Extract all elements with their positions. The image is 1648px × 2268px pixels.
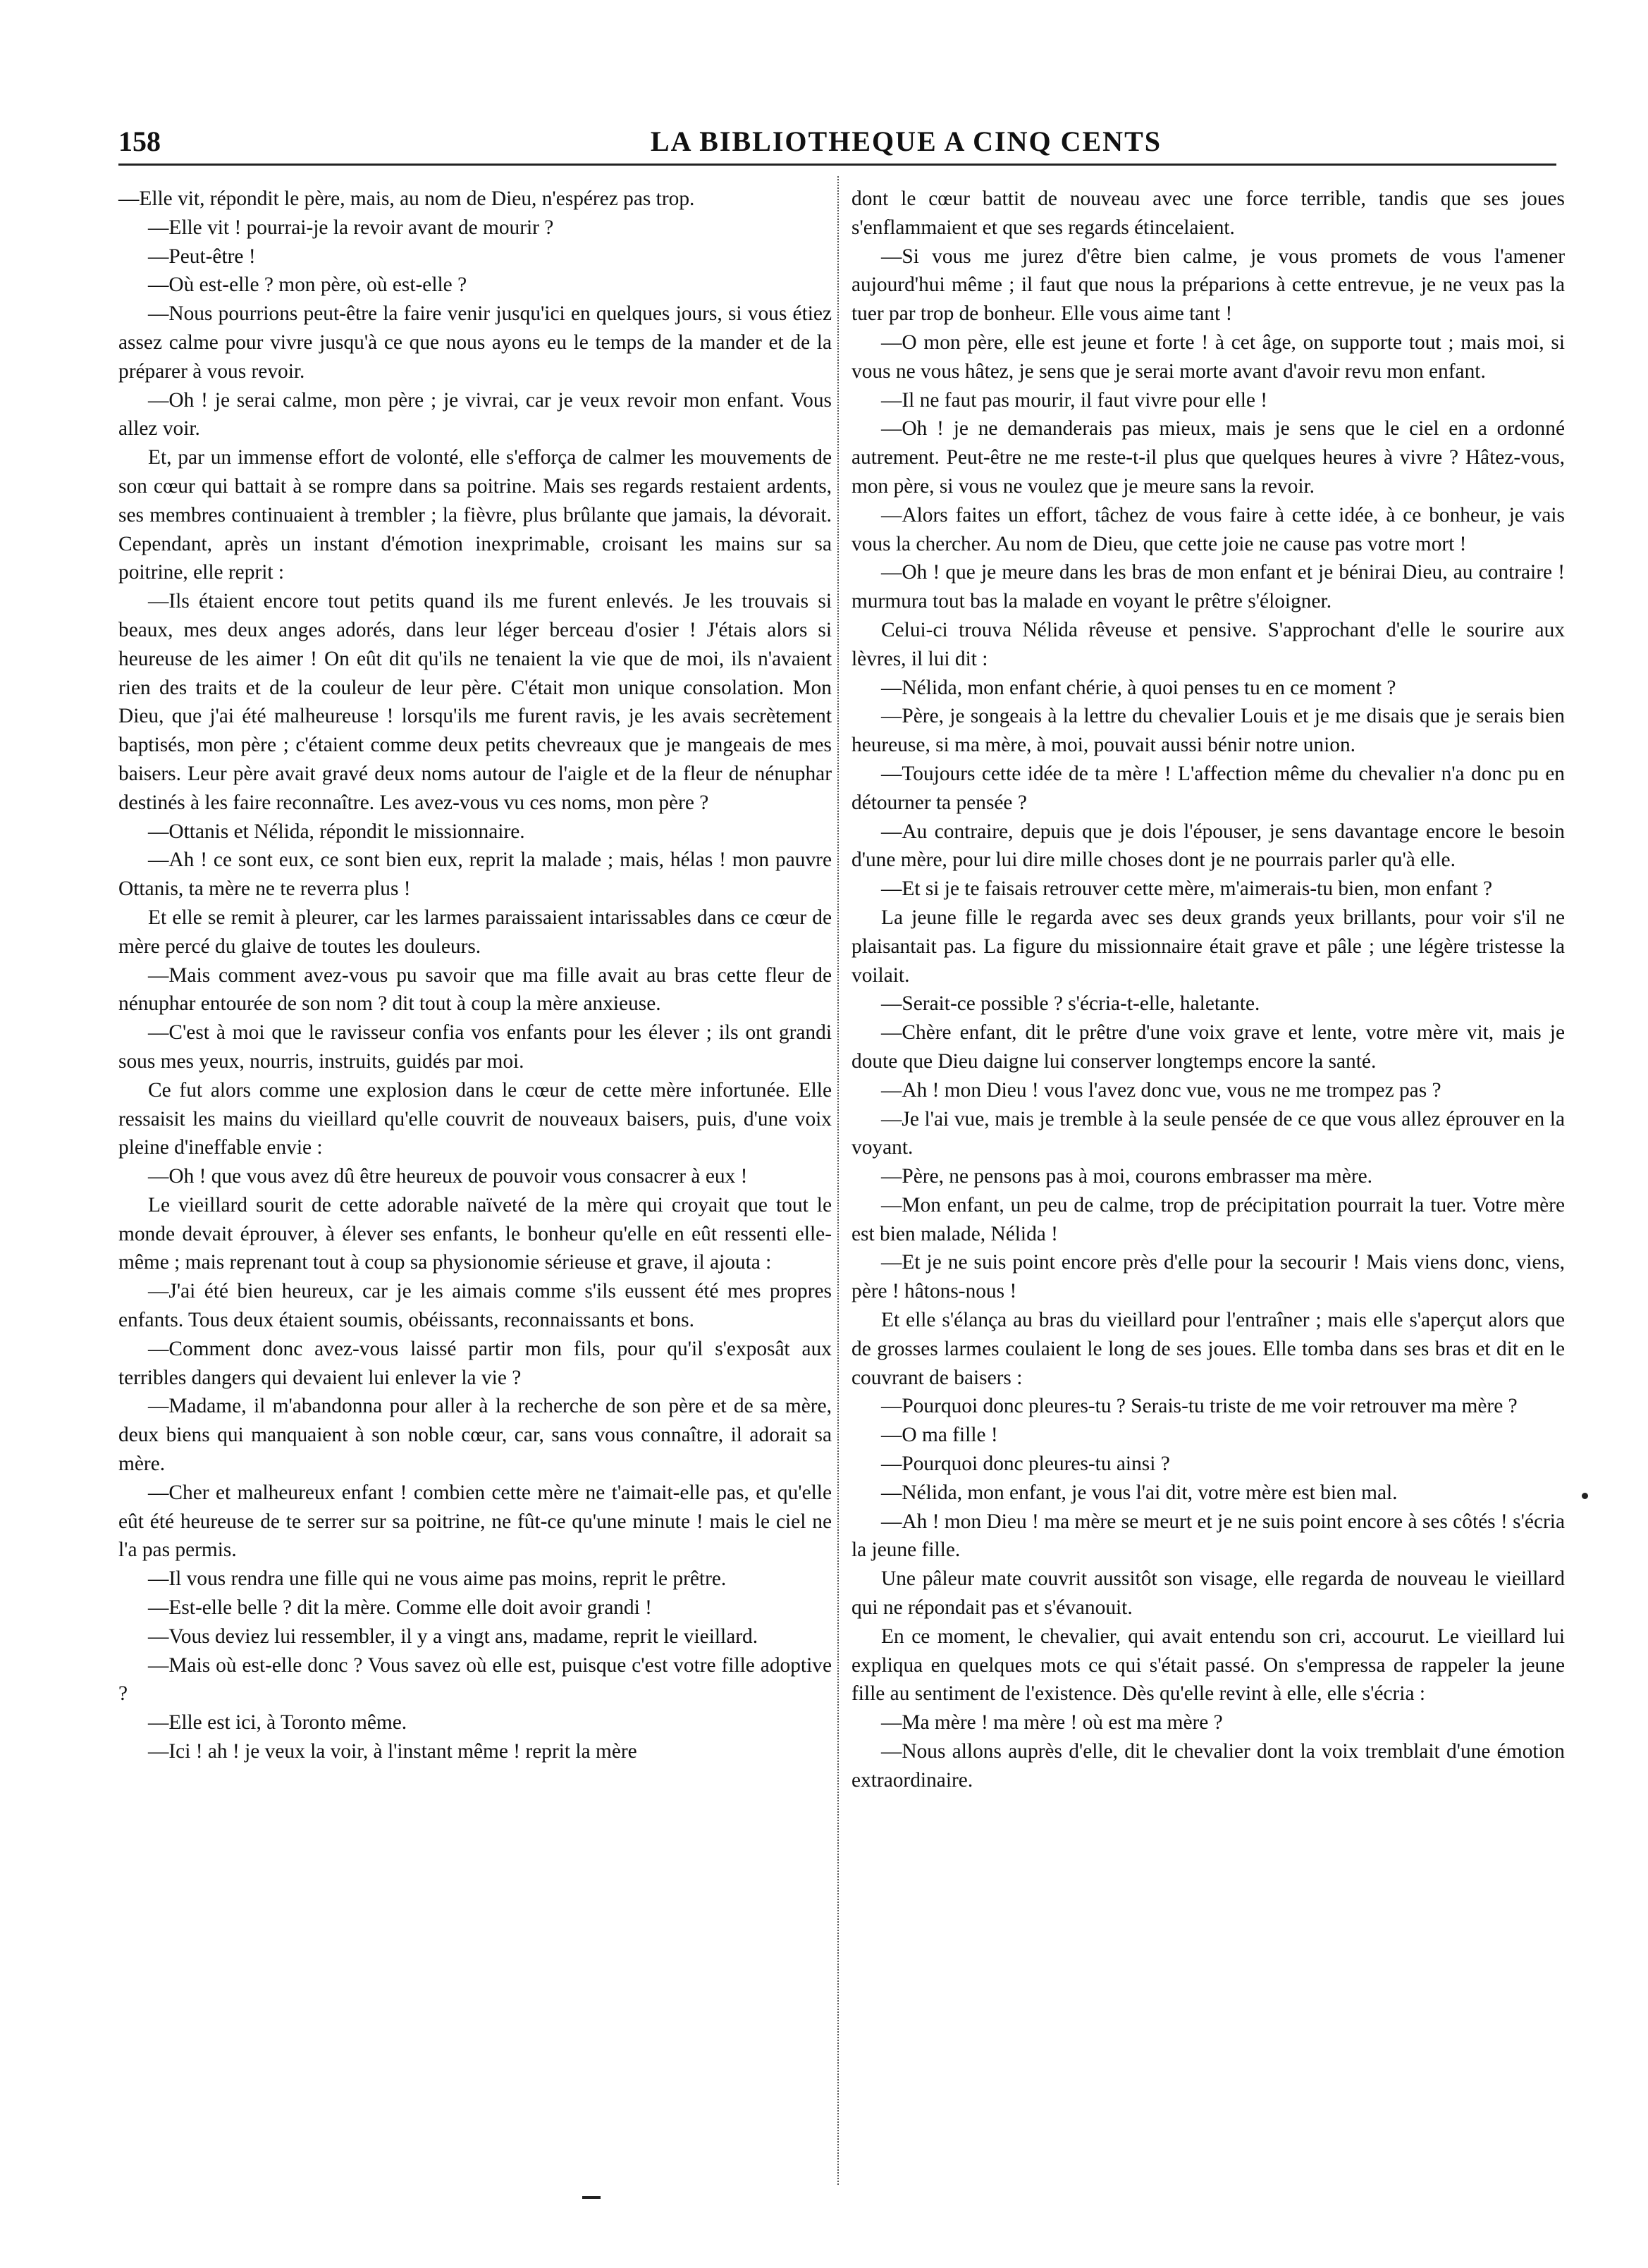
paragraph: —Comment donc avez-vous laissé partir mon fils, pour qu'il s'exposât aux terribles dangers qui devaient lui enlever la vie ? <box>118 1337 832 1389</box>
paragraph: —Ah ! ce sont eux, ce sont bien eux, reprit la malade ; mais, hélas ! mon pauvre Ottanis, ta mère ne te reverra plus ! <box>118 849 832 901</box>
paragraph: —Ah ! mon Dieu ! vous l'avez donc vue, vous ne me trompez pas ? <box>881 1078 1441 1102</box>
paragraph: —Ottanis et Nélida, répondit le missionnaire. <box>148 820 525 843</box>
paragraph: —Et je ne suis point encore près d'elle pour la secourir ! Mais viens donc, viens, père ! hâtons-nous ! <box>851 1251 1565 1303</box>
paragraph: —Pourquoi donc pleures-tu ? Serais-tu triste de me voir retrouver ma mère ? <box>881 1395 1518 1418</box>
paragraph: Le vieillard sourit de cette adorable naïveté de la mère qui croyait que tout le monde devait éprouver, à élever ses enfants, le bonheur qu'elle en eût ressenti elle-même ; mais reprenant tout à coup sa physionomie sérieuse et grave, il ajouta : <box>118 1193 832 1274</box>
paragraph: En ce moment, le chevalier, qui avait entendu son cri, accourut. Le vieillard lui expliqua en quelques mots ce qui s'était passé. On s'empressa de rappeler la jeune fille au sentiment de l'existence. Dès qu'elle revint à elle, elle s'écria : <box>851 1625 1565 1706</box>
paragraph: —Mais comment avez-vous pu savoir que ma fille avait au bras cette fleur de nénuphar entourée de son nom ? dit tout à coup la mère anxieuse. <box>118 963 832 1016</box>
bottom-dash <box>582 2196 601 2199</box>
paragraph: —O mon père, elle est jeune et forte ! à cet âge, on supporte tout ; mais moi, si vous ne vous hâtez, je sens que je serai morte avant d'avoir revu mon enfant. <box>851 331 1565 383</box>
paragraph: Et, par un immense effort de volonté, elle s'efforça de calmer les mouvements de son cœur qui battait à se rompre dans sa poitrine. Mais ses regards restaient ardents, ses membres continuaient à trembler ; la fièvre, plus brûlante que jamais, la dévorait. Cependant, après un instant d'émotion inexprimable, croisant les mains sur sa poitrine, elle reprit : <box>118 446 832 584</box>
paragraph: —O ma fille ! <box>881 1424 998 1447</box>
paragraph: —Et si je te faisais retrouver cette mère, m'aimerais-tu bien, mon enfant ? <box>881 877 1493 901</box>
column-divider <box>837 176 839 2185</box>
paragraph: —Il vous rendra une fille qui ne vous aime pas moins, reprit le prêtre. <box>148 1567 727 1591</box>
paragraph: Et elle se remit à pleurer, car les larmes paraissaient intarissables dans ce cœur de mère percé du glaive de toutes les douleurs. <box>118 906 832 958</box>
paragraph: —Oh ! que je meure dans les bras de mon enfant et je bénirai Dieu, au contraire ! murmura tout bas la malade en voyant le prêtre s'éloigner. <box>851 561 1565 613</box>
paragraph: —Toujours cette idée de ta mère ! L'affection même du chevalier n'a donc pu en détourner ta pensée ? <box>851 762 1565 814</box>
page-number: 158 <box>118 125 161 157</box>
paragraph: —Père, ne pensons pas à moi, courons embrasser ma mère. <box>881 1165 1373 1188</box>
page-header <box>118 125 1556 158</box>
paragraph: —Nélida, mon enfant, je vous l'ai dit, votre mère est bien mal. <box>881 1481 1398 1504</box>
paragraph: —Je l'ai vue, mais je tremble à la seule pensée de ce que vous allez éprouver en la voyant. <box>851 1107 1565 1159</box>
paragraph: —Ici ! ah ! je veux la voir, à l'instant même ! reprit la mère <box>148 1740 637 1763</box>
paragraph: dont le cœur battit de nouveau avec une force terrible, tandis que ses joues s'enflammaient et que ses regards étincelaient. <box>851 187 1565 239</box>
paragraph: —Si vous me jurez d'être bien calme, je vous promets de vous l'amener aujourd'hui même ; il faut que nous la préparions à cette entrevue, je ne veux pas la tuer par trop de bonheur. Elle vous aime tant ! <box>851 245 1565 326</box>
paragraph: —Alors faites un effort, tâchez de vous faire à cette idée, à ce bonheur, je vais vous la chercher. Au nom de Dieu, que cette joie ne cause pas votre mort ! <box>851 503 1565 555</box>
paragraph: —Nous allons auprès d'elle, dit le chevalier dont la voix tremblait d'une émotion extraordinaire. <box>851 1740 1565 1792</box>
paragraph: —Est-elle belle ? dit la mère. Comme elle doit avoir grandi ! <box>148 1596 652 1620</box>
paragraph: Et elle s'élança au bras du vieillard pour l'entraîner ; mais elle s'aperçut alors que de grosses larmes coulaient le long de ses joues. Elle tomba dans ses bras et dit en le couvrant de baisers : <box>851 1309 1565 1389</box>
paragraph: —Oh ! je ne demanderais pas mieux, mais je sens que le ciel en a ordonné autrement. Peut-être ne me reste-t-il plus que quelques heures à vivre ? Hâtez-vous, mon père, si vous ne voulez que je meure sans la revoir. <box>851 417 1565 498</box>
paragraph: —C'est à moi que le ravisseur confia vos enfants pour les élever ; ils ont grandi sous mes yeux, nourris, instruits, guidés par moi. <box>118 1021 832 1073</box>
paragraph: —Père, je songeais à la lettre du chevalier Louis et je me disais que je serais bien heureuse, si ma mère, à moi, pouvait aussi bénir notre union. <box>851 705 1565 757</box>
paragraph: —Il ne faut pas mourir, il faut vivre pour elle ! <box>881 388 1268 412</box>
paragraph: —J'ai été bien heureux, car je les aimais comme s'ils eussent été mes propres enfants. Tous deux étaient soumis, obéissants, reconnaissants et bons. <box>118 1280 832 1332</box>
running-title: LA BIBLIOTHEQUE A CINQ CENTS <box>650 125 1162 157</box>
paragraph: —Peut-être ! <box>148 245 256 268</box>
paragraph: —Elle vit, répondit le père, mais, au nom de Dieu, n'espérez pas trop. <box>118 187 695 210</box>
paragraph: —Nélida, mon enfant chérie, à quoi penses tu en ce moment ? <box>881 676 1396 699</box>
paragraph: Ce fut alors comme une explosion dans le cœur de cette mère infortunée. Elle ressaisit les mains du vieillard qu'elle couvrit de nouveaux baisers, puis, d'une voix pleine d'ineffable envie : <box>118 1078 832 1159</box>
paragraph: —Cher et malheureux enfant ! combien cette mère ne t'aimait-elle pas, et qu'elle eût été heureuse de te serrer sur sa poitrine, ne fût-ce qu'une minute ! mais le ciel ne l'a pas permis. <box>118 1481 832 1562</box>
paragraph: —Ma mère ! ma mère ! où est ma mère ? <box>881 1711 1223 1734</box>
paragraph: —Mais où est-elle donc ? Vous savez où elle est, puisque c'est votre fille adoptive ? <box>118 1653 832 1706</box>
paragraph: —Elle est ici, à Toronto même. <box>148 1711 407 1734</box>
paragraph: —Oh ! que vous avez dû être heureux de pouvoir vous consacrer à eux ! <box>148 1165 748 1188</box>
paragraph: —Ils étaient encore tout petits quand ils me furent enlevés. Je les trouvais si beaux, mes deux anges adorés, dans leur léger berceau d'osier ! J'étais alors si heureuse de les aimer ! On eût dit qu'ils ne tenaient la vie que de moi, ils n'avaient rien des traits et de la couleur de leur père. C'était mon unique consolation. Mon Dieu, que j'ai été malheureuse ! lorsqu'ils me furent ravis, je les avais secrètement baptisés, mon père ; c'étaient comme deux petits chevreaux que je mangeais de mes baisers. Leur père avait gravé deux noms autour de l'aigle et de la fleur de nénuphar destinés à les faire reconnaître. Les avez-vous vu ces noms, mon père ? <box>118 590 832 814</box>
paragraph: —Oh ! je serai calme, mon père ; je vivrai, car je veux revoir mon enfant. Vous allez voir. <box>118 388 832 440</box>
right-column <box>851 185 1565 1795</box>
paragraph: —Serait-ce possible ? s'écria-t-elle, haletante. <box>881 992 1260 1016</box>
paragraph: La jeune fille le regarda avec ses deux grands yeux brillants, pour voir s'il ne plaisantait pas. La figure du missionnaire était grave et pâle ; une légère tristesse la voilait. <box>851 906 1565 987</box>
paragraph: —Mon enfant, un peu de calme, trop de précipitation pourrait la tuer. Votre mère est bien malade, Nélida ! <box>851 1193 1565 1245</box>
paragraph: —Nous pourrions peut-être la faire venir jusqu'ici en quelques jours, si vous étiez assez calme pour vivre jusqu'à ce que nous ayons eu le temps de la mander et de la préparer à vous revoir. <box>118 302 832 383</box>
paragraph: —Elle vit ! pourrai-je la revoir avant de mourir ? <box>148 216 554 239</box>
paragraph: —Au contraire, depuis que je dois l'épouser, je sens davantage encore le besoin d'une mère, pour lui dire mille choses dont je ne pourrais parler qu'à elle. <box>851 820 1565 872</box>
paragraph: —Ah ! mon Dieu ! ma mère se meurt et je ne suis point encore à ses côtés ! s'écria la jeune fille. <box>851 1510 1565 1562</box>
paragraph: —Chère enfant, dit le prêtre d'une voix grave et lente, votre mère vit, mais je doute que Dieu daigne lui conserver longtemps encore la santé. <box>851 1021 1565 1073</box>
paragraph: —Où est-elle ? mon père, où est-elle ? <box>148 273 467 297</box>
paragraph: —Madame, il m'abandonna pour aller à la recherche de son père et de sa mère, deux biens qui manquaient à son noble cœur, car, sans vous connaître, il adorait sa mère. <box>118 1395 832 1476</box>
paragraph: Une pâleur mate couvrit aussitôt son visage, elle regarda de nouveau le vieillard qui ne répondait pas et s'évanouit. <box>851 1567 1565 1620</box>
paragraph: —Vous deviez lui ressembler, il y a vingt ans, madame, reprit le vieillard. <box>148 1625 758 1648</box>
header-rule <box>118 164 1556 166</box>
left-column <box>118 185 832 1766</box>
paragraph: —Pourquoi donc pleures-tu ainsi ? <box>881 1453 1170 1476</box>
margin-dot <box>1582 1493 1588 1499</box>
paragraph: Celui-ci trouva Nélida rêveuse et pensive. S'approchant d'elle le sourire aux lèvres, il lui dit : <box>851 618 1565 670</box>
